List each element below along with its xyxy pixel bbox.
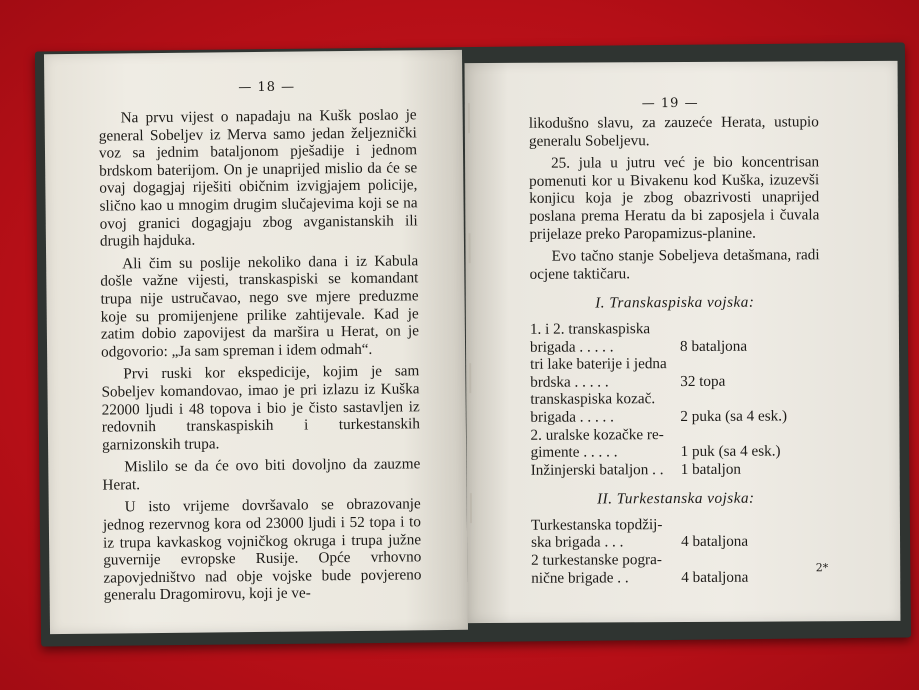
table-row: transkaspiska kozač. (530, 390, 656, 409)
page-number: — 19 — (641, 95, 699, 112)
binding-stitch (468, 233, 470, 263)
binding-stitch (470, 493, 472, 523)
section-heading: II. Turkestanska vojska: (597, 489, 755, 508)
paragraph: Evo tačno stanje Sobeljeva detašmana, radi ocjene taktičaru. (529, 246, 820, 283)
table-row: nične brigade . . 4 bataljona (531, 568, 749, 587)
table-row: Turkestanska topdžij- (530, 515, 663, 534)
table-row: 2. uralske kozačke re- (530, 425, 664, 444)
binding-stitch (468, 103, 470, 133)
page-number: — 18 — (238, 79, 296, 96)
paragraph: 25. jula u jutru već je bio koncentrisan pomenuti kor u Bivakenu kod Kuška, izuzevši konjicu koja je zbog obazrivosti unaprijed poslana prema Heratu da bi zaposjela i čuvala prijelaze preko Paropamizus-planine. (529, 153, 820, 243)
table-row: Inžinjerski bataljon . . 1 bataljon (530, 460, 742, 479)
table-row: ska brigada . . . 4 bataljona (531, 533, 749, 552)
table-row: 2 turkestanske pogra- (531, 551, 662, 569)
table-row: 1. i 2. transkaspiska (529, 320, 651, 338)
table-row: gimente . . . . . 1 puk (sa 4 esk.) (530, 442, 781, 461)
paragraph: likodušno slavu, za zauzeće Herata, ustupio generalu Sobeljevu. (528, 113, 819, 150)
binding-stitch (469, 363, 471, 393)
table-row: brigada . . . . . 2 puka (sa 4 esk.) (530, 407, 788, 426)
right-page-text (529, 113, 821, 587)
signature-mark: 2* (815, 561, 829, 575)
paragraph: Prvi ruski kor ekspedicije, kojim je sam Sobeljev komandovao, imao je pri izlazu iz Kuška 22000 ljudi i 48 topova i bio je čisto sastavljen iz redovnih transkaspiskih i turkestanskih garnizonskih trupa. (101, 362, 420, 454)
table-row: tri lake baterije i jedna (530, 355, 667, 373)
paragraph: Mislilo se da će ovo biti dovoljno da zauzme Herat. (102, 455, 421, 494)
left-page (44, 50, 468, 634)
right-page (465, 61, 901, 623)
table-row: brigada . . . . . 8 bataljona (529, 337, 748, 356)
left-page-text (99, 106, 422, 609)
paragraph: U isto vrijeme dovršavalo se obrazovanje jednog rezervnog kora od 23000 ljudi i 52 topa i to iz trupa kavkaskog vojničkog okruga i trupa južne guvernije evropske Rusije. Opće vrhovno zapovjedništvo nad obje vojske bude povjereno generalu Dragomirovu, koji je ve- (102, 495, 422, 605)
section-heading: I. Transkaspiska vojska: (595, 293, 755, 312)
paragraph: Ali čim su poslije nekoliko dana i iz Kabula došle važne vijesti, transkaspiski se komandant trupa nije ustručavao, nego sve mjere preduzme koje su promijenjene prilike zahtijevale. Kad je zatim dobio zapovijest da marširа u Herat, on je odgovorio: „Ja sam spreman i idem odmah“. (100, 252, 419, 361)
table-row: brdska . . . . . 32 topa (530, 372, 726, 391)
paragraph: Na prvu vijest o napadaju na Kušk poslao je general Sobeljev iz Merva samo jedan željeznički voz sa jednim bataljonom pješadije i jednom brdskom baterijom. On je unaprijed mislio da će se ovaj dogagjaj riješiti običnim izvigjajem policije, slično kao u mnogim drugim slučajevima koji se na ovoj granici dogagjaju zbog avganistanskih ili drugih hajduka. (98, 106, 418, 250)
